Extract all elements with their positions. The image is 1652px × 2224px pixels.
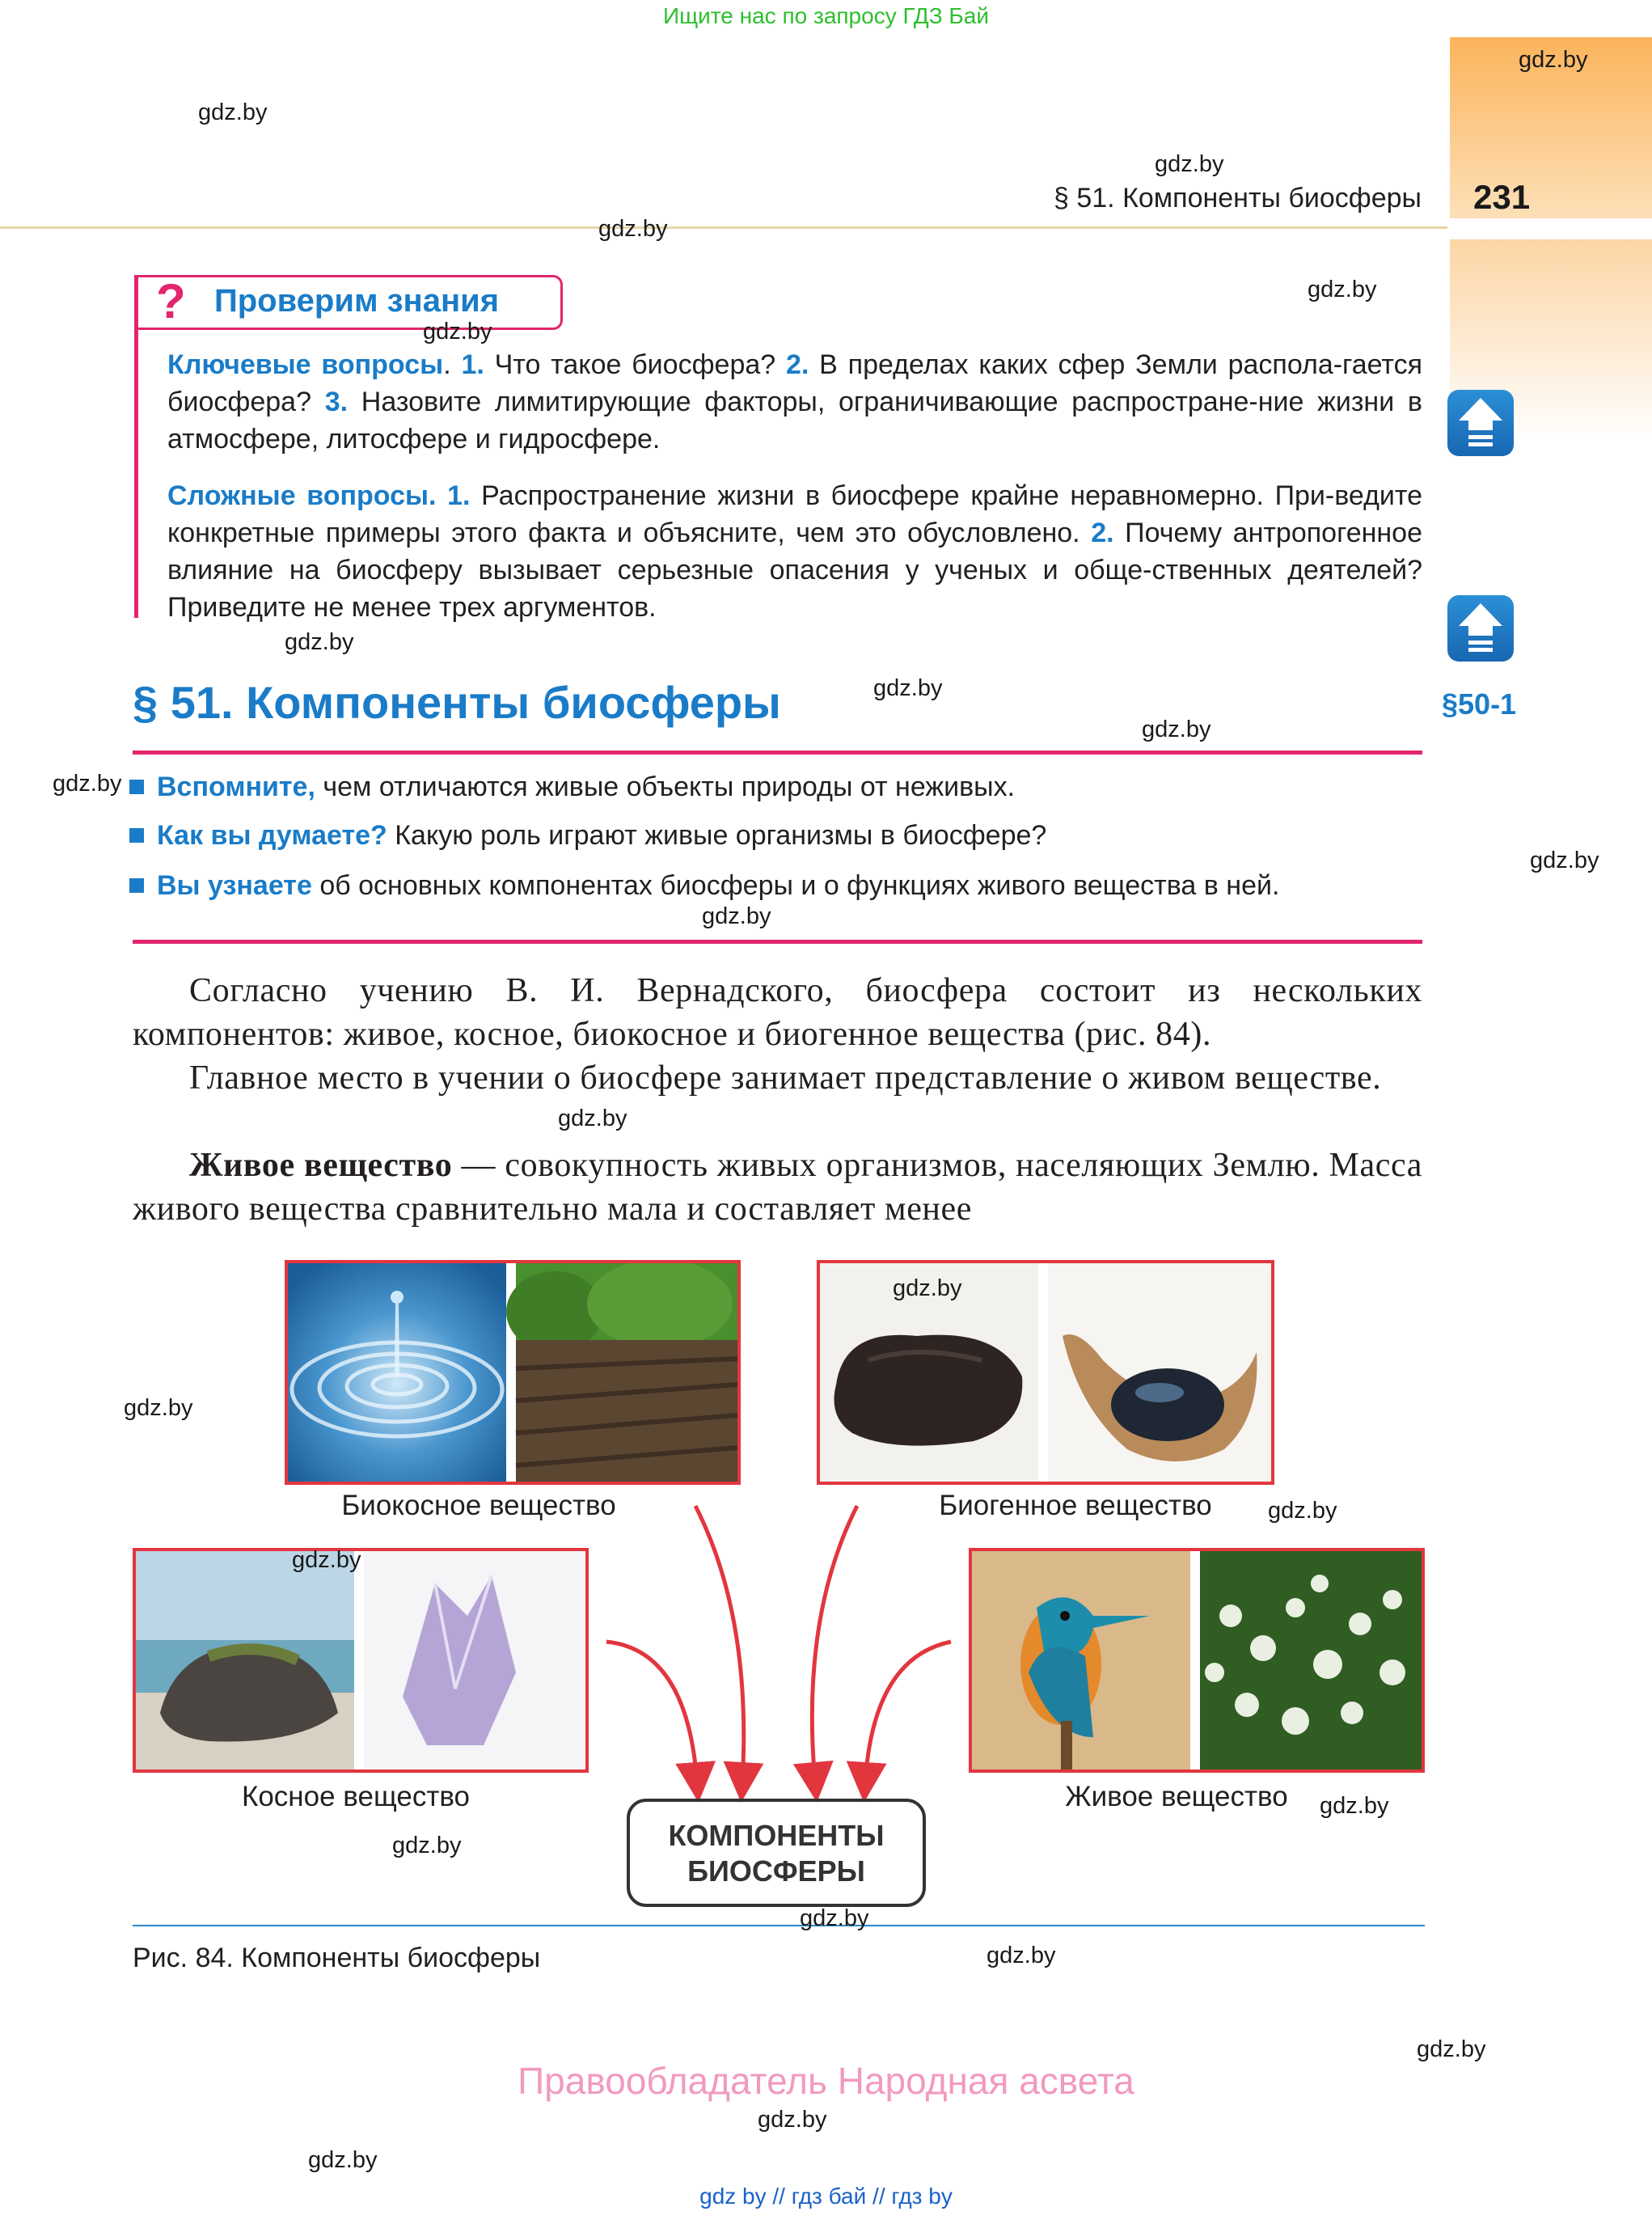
watermark: gdz.by — [198, 99, 268, 125]
watermark: gdz.by — [308, 2147, 378, 2173]
watermark: gdz.by — [124, 1395, 193, 1421]
caption-bio-inert: Биокосное вещество — [341, 1490, 616, 1521]
bullet-key: Вы узнаете — [157, 870, 312, 901]
watermark: gdz.by — [1155, 151, 1224, 177]
caption-inert: Косное вещество — [241, 1781, 471, 1812]
bullet-text: Какую роль играют живые организмы в биосфере? — [387, 820, 1047, 851]
definition-text: — совокупность живых организмов, населяющих Землю. Масса живого вещества сравнительно мала и составляет менее — [133, 1147, 1422, 1228]
section-reference-link[interactable]: §50-1 — [1442, 687, 1517, 721]
watermark: gdz.by — [1268, 1498, 1337, 1524]
watermark: gdz.by — [53, 771, 122, 797]
section-title: § 51. Компоненты биосферы — [133, 677, 781, 728]
watermark: gdz.by — [987, 1943, 1056, 1968]
watermark: gdz.by — [1308, 277, 1377, 302]
arrow-living — [865, 1642, 951, 1782]
bullet-text: чем отличаются живые объекты природы от неживых. — [315, 772, 1016, 802]
question-text: Почему антропогенное влияние на биосферу вызывает серьезные опасения у ученых и обще-ственных деятелей? Приведите не менее трех аргументов. — [167, 518, 1423, 623]
question-number: 1. — [447, 480, 471, 511]
arrow-bio-inert — [695, 1506, 744, 1782]
key-questions-label: Ключевые вопросы — [167, 349, 444, 380]
watermark: gdz.by — [292, 1547, 361, 1573]
watermark: gdz.by — [893, 1275, 962, 1301]
figure-caption: Рис. 84. Компоненты биосферы — [133, 1943, 541, 1973]
term: Живое вещество — [189, 1147, 453, 1184]
top-banner[interactable]: Ищите нас по запросу ГДЗ Бай — [662, 3, 990, 28]
watermark: gdz.by — [1519, 47, 1588, 73]
watermark: gdz.by — [1417, 2036, 1486, 2062]
body-paragraph: Согласно учению В. И. Вернадского, биосфера состоит из нескольких компонентов: живое, косное, биокосное и биогенное вещества (рис. 84). — [133, 972, 1422, 1053]
question-text: Назовите лимитирующие факторы, ограничивающие распростране-ние жизни в атмосфере, литосфере и гидросфере. — [167, 387, 1422, 455]
watermark: gdz.by — [1530, 848, 1599, 873]
bullet-key: Вспомните, — [157, 772, 315, 802]
question-number: 1. — [461, 349, 484, 380]
quiz-title: Проверим знания — [214, 283, 500, 319]
watermark: gdz.by — [285, 629, 354, 655]
bullet-text: об основных компонентах биосферы и о функциях живого вещества в ней. — [311, 870, 1280, 901]
question-number: 2. — [786, 349, 809, 380]
page-number: 231 — [1473, 178, 1531, 216]
components-box — [627, 1799, 926, 1907]
watermark: gdz.by — [598, 216, 668, 242]
watermark: gdz.by — [423, 319, 492, 345]
question-text: Что такое биосфера? — [484, 349, 786, 380]
watermark: gdz.by — [758, 2107, 827, 2133]
key-questions: Ключевые вопросы. 1. Что такое биосфера? 2. В пределах каких сфер Земли распола-гается биосфера? 3. Назовите лимитирующие факторы, ограничивающие распростране-ние жизни в атмосфере, литосфере и гидросфере. — [167, 349, 1422, 455]
arrow-biogenic — [812, 1506, 857, 1782]
watermark: gdz.by — [392, 1833, 462, 1858]
arrow-inert — [606, 1642, 697, 1782]
bullet-key: Как вы думаете? — [157, 820, 387, 851]
watermark: gdz.by — [558, 1106, 627, 1131]
watermark: gdz.by — [1320, 1793, 1389, 1819]
question-mark-icon: ? — [156, 274, 186, 328]
running-title: § 51. Компоненты биосферы — [1054, 183, 1422, 214]
copyright-notice: Правообладатель Народная асвета — [518, 2060, 1134, 2102]
caption-living: Живое вещество — [1065, 1781, 1288, 1812]
components-title-line1: КОМПОНЕНТЫ — [668, 1819, 885, 1852]
watermark: gdz.by — [873, 675, 943, 701]
question-number: 3. — [324, 387, 349, 417]
figure-caption-divider — [133, 1925, 1425, 1926]
caption-biogenic: Биогенное вещество — [939, 1490, 1212, 1521]
body-paragraph: Главное место в учении о биосфере занимает представление о живом веществе. — [189, 1059, 1382, 1097]
bottom-links[interactable]: gdz by // гдз бай // гдз by — [699, 2184, 953, 2209]
watermark: gdz.by — [800, 1905, 869, 1931]
components-title-line2: БИОСФЕРЫ — [687, 1854, 865, 1888]
question-text: В пределах каких сфер Земли распола-гается биосфера? — [167, 349, 1422, 417]
question-number: 2. — [1091, 518, 1114, 548]
hard-questions-label: Сложные вопросы. — [167, 480, 437, 511]
watermark: gdz.by — [702, 903, 771, 929]
watermark: gdz.by — [1142, 717, 1211, 742]
question-text: Распространение жизни в биосфере крайне неравномерно. При-ведите конкретные примеры этого факта и объясните, чем это обусловлено. — [167, 480, 1423, 548]
